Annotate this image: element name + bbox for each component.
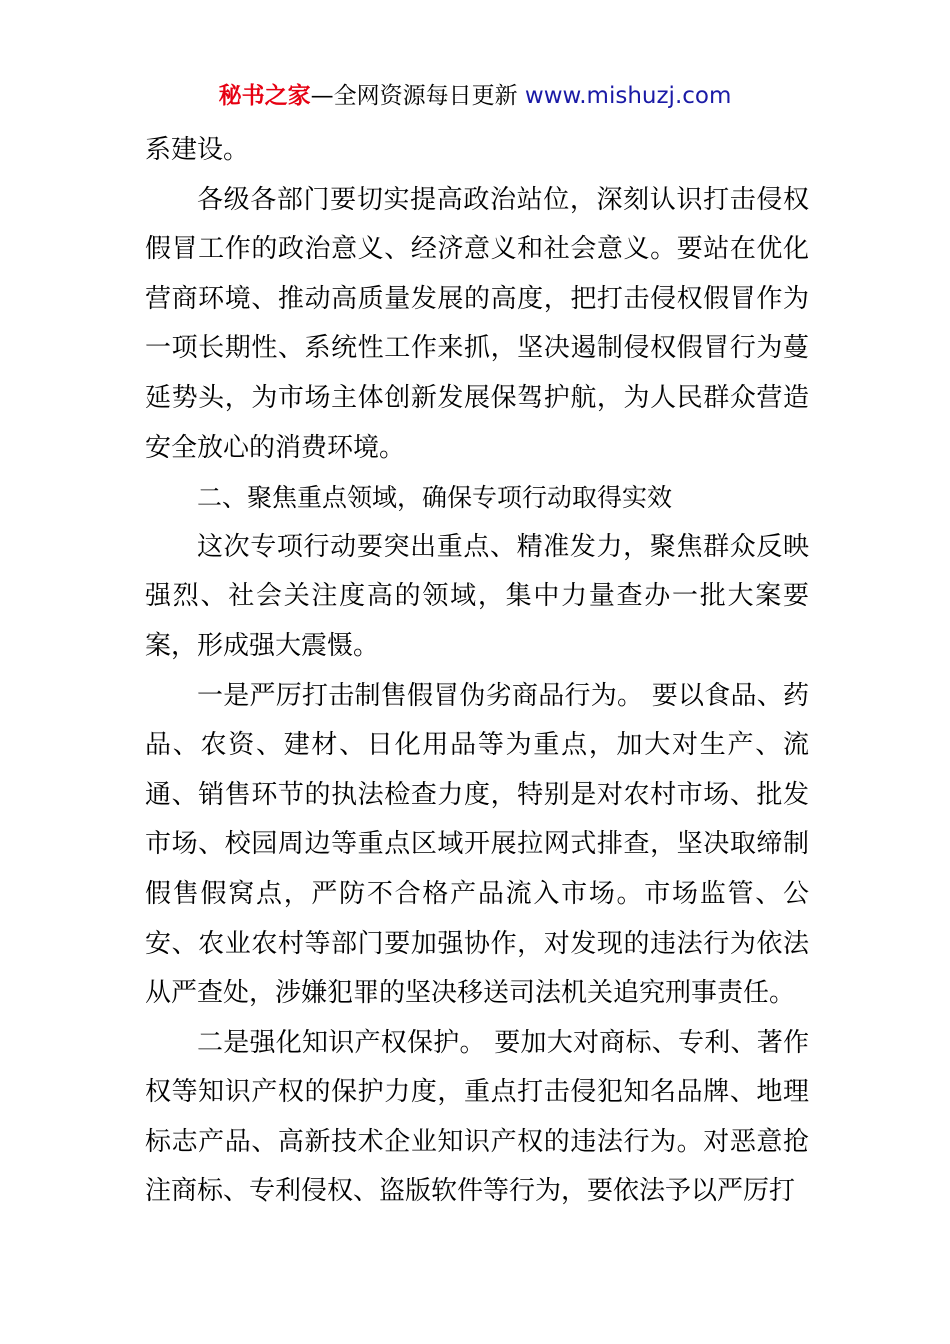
section-heading-2: 二、聚焦重点领域，确保专项行动取得实效 (197, 483, 673, 513)
document-body (145, 126, 809, 1217)
paragraph-political-stance: 各级各部门要切实提高政治站位，深刻认识打击侵权假冒工作的政治意义、经济意义和社会意义。要站在优化营商环境、推动高质量发展的高度，把打击侵权假冒作为一项长期性、系统性工作来抓，坚决遏制侵权假冒行为蔓延势头，为市场主体创新发展保驾护航，为人民群众营造安全放心的消费环境。 (145, 184, 809, 463)
website-link[interactable]: www.mishuzj.com (524, 83, 732, 109)
paragraph-focus-areas: 这次专项行动要突出重点、精准发力，聚焦群众反映强烈、社会关注度高的领域，集中力量查办一批大案要案，形成强大震慑。 (145, 531, 809, 661)
page-header (0, 80, 950, 112)
paragraph-ip-protection: 二是强化知识产权保护。 要加大对商标、专利、著作权等知识产权的保护力度，重点打击侵犯知名品牌、地理标志产品、高新技术企业知识产权的违法行为。对恶意抢注商标、专利侵权、盗版软件等行为，要依法予以严厉打 (145, 1027, 809, 1207)
header-tagline: —全网资源每日更新 (310, 83, 525, 109)
brand-name: 秘书之家 (218, 83, 311, 109)
paragraph-continuation: 系建设。 (145, 135, 250, 165)
paragraph-counterfeit-crackdown: 一是严厉打击制售假冒伪劣商品行为。 要以食品、药品、农资、建材、日化用品等为重点，加大对生产、流通、销售环节的执法检查力度，特别是对农村市场、批发市场、校园周边等重点区域开展拉网式排查，坚决取缔制假售假窝点，严防不合格产品流入市场。市场监管、公安、农业农村等部门要加强协作，对发现的违法行为依法从严查处，涉嫌犯罪的坚决移送司法机关追究刑事责任。 (145, 680, 809, 1009)
